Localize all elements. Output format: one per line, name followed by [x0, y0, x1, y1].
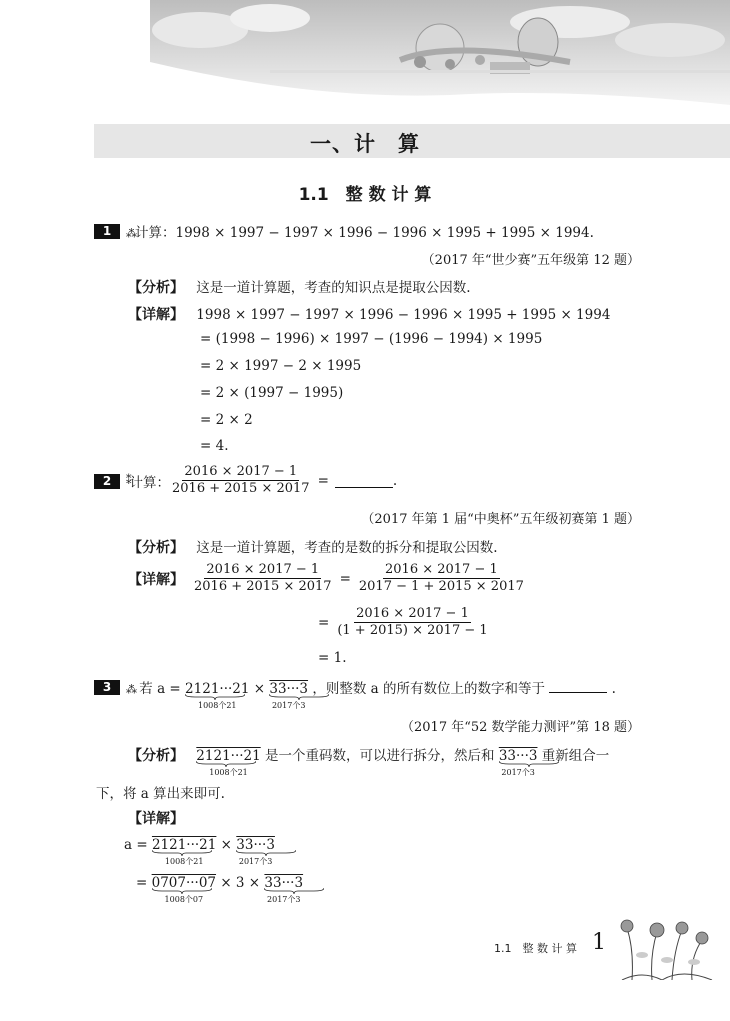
difficulty-stars: ⁑ [126, 474, 130, 487]
repeat-count: 1008个07 [164, 895, 204, 904]
solution-step: = 4. [200, 438, 229, 454]
section-title: 1.1 整 数 计 算 [298, 185, 432, 205]
footer-section-label: 1.1 整 数 计 算 [494, 942, 577, 955]
flower-decoration-icon [612, 910, 722, 980]
answer-blank [335, 473, 393, 488]
fraction-denominator: (1 + 2015) × 2017 − 1 [337, 623, 488, 638]
repeated-number [151, 837, 217, 866]
detail-label: 【详解】 [128, 307, 184, 323]
repeat-count: 1008个21 [197, 701, 237, 710]
detail-label: 【详解】 [128, 811, 184, 827]
analysis-line [128, 744, 610, 777]
repeated-digits: 33···3 [498, 748, 538, 764]
repeated-number [269, 681, 309, 710]
repeated-digits: 33···3 [269, 681, 309, 697]
repeated-number [264, 875, 304, 904]
analysis-label: 【分析】 [128, 540, 184, 556]
repeated-digits: 2121···21 [151, 837, 217, 853]
solution-step: = 2 × 1997 − 2 × 1995 [200, 358, 362, 374]
difficulty-stars: ⁂ [126, 683, 135, 696]
repeated-number [151, 875, 217, 904]
fraction-numerator: 2016 × 2017 − 1 [385, 562, 498, 577]
fraction [170, 464, 312, 497]
detail-line [128, 304, 610, 324]
analysis-text: 重新组合一 [541, 748, 610, 764]
problem-number-badge: 2 [94, 474, 120, 489]
problem-source: （2017 年“世少赛”五年级第 12 题） [421, 253, 640, 268]
repeated-number [498, 748, 538, 777]
problem-statement [126, 677, 616, 710]
chapter-title: 一、计 算 [310, 132, 420, 156]
analysis-text: 下，将 a 算出来即可. [96, 786, 225, 802]
difficulty-stars: ⁂ [126, 227, 135, 240]
times-sign: × 3 × [220, 875, 261, 891]
repeated-digits: 2121···21 [185, 681, 250, 697]
repeat-count: 2017个3 [267, 895, 301, 904]
analysis-label: 【分析】 [128, 748, 184, 764]
repeat-count: 1008个21 [164, 857, 204, 866]
repeated-digits: 2121···21 [196, 748, 261, 764]
fraction [357, 562, 526, 595]
solution-step [124, 837, 275, 866]
problem-number-badge: 3 [94, 680, 120, 695]
equals-sign: = [318, 614, 330, 631]
detail-label: 【详解】 [128, 571, 184, 588]
analysis-text: 是一个重码数，可以进行拆分，然后和 [265, 748, 495, 764]
detail-line [128, 808, 184, 828]
problem-statement [126, 464, 397, 497]
analysis-text: 这是一道计算题，考查的是数的拆分和提取公因数. [196, 540, 498, 556]
analysis-label: 【分析】 [128, 280, 184, 296]
solution-step: = 2 × 2 [200, 412, 253, 428]
solution-step: = (1998 − 1996) × 1997 − (1996 − 1994) × 1995 [200, 331, 543, 347]
repeated-digits: 33···3 [264, 875, 304, 891]
problem-source: （2017 年“52 数学能力测评”第 18 题） [401, 720, 640, 735]
analysis-line [128, 536, 498, 557]
repeat-count: 2017个3 [501, 768, 535, 777]
repeated-digits: 0707···07 [151, 875, 217, 891]
problem-text: 若 a = [139, 681, 181, 697]
equals-sign: = [339, 570, 351, 587]
problem-text: 计算： [129, 474, 170, 491]
repeated-digits: 33···3 [236, 837, 275, 853]
fraction-numerator: 2016 × 2017 − 1 [356, 606, 469, 621]
period: . [392, 472, 398, 489]
problem-statement [126, 221, 594, 241]
repeated-number [236, 837, 275, 866]
solution-step [318, 606, 490, 639]
repeated-number [196, 748, 261, 777]
step-lhs: = [136, 875, 148, 891]
solution-step: = 1. [318, 650, 347, 666]
problem-number-badge: 1 [94, 224, 120, 239]
fraction [335, 606, 489, 639]
equals-sign: = [317, 472, 329, 489]
period: . [611, 681, 616, 697]
repeated-number [185, 681, 250, 710]
fraction-denominator: 2017 − 1 + 2015 × 2017 [358, 579, 524, 594]
analysis-text: 这是一道计算题，考查的知识点是提取公因数. [196, 280, 471, 296]
header-banner-illustration [150, 0, 730, 105]
problem-source: （2017 年第 1 届“中奥杯”五年级初赛第 1 题） [361, 512, 640, 527]
detail-line [128, 562, 526, 595]
fraction [192, 562, 334, 595]
times-sign: × [253, 681, 266, 697]
solution-step: 1998 × 1997 − 1997 × 1996 − 1996 × 1995 + 1995 × 1994 [196, 307, 611, 323]
step-lhs: a = [124, 837, 148, 853]
fraction-denominator: 2016 + 2015 × 2017 [194, 579, 332, 594]
fraction-numerator: 2016 × 2017 − 1 [206, 562, 320, 577]
repeat-count: 1008个21 [209, 768, 248, 777]
problem-text: ，则整数 a 的所有数位上的数字和等于 [312, 681, 545, 697]
solution-step [136, 875, 304, 904]
fraction-numerator: 2016 × 2017 − 1 [184, 464, 298, 479]
solution-step: = 2 × (1997 − 1995) [200, 385, 344, 401]
repeat-count: 2017个3 [271, 701, 306, 710]
page-number: 1 [592, 930, 606, 955]
analysis-line [128, 276, 471, 297]
problem-text: 计算：1998 × 1997 − 1997 × 1996 − 1996 × 1995 + 1995 × 1994. [135, 225, 594, 241]
answer-blank [549, 678, 607, 693]
repeat-count: 2017个3 [238, 857, 273, 866]
fraction-denominator: 2016 + 2015 × 2017 [172, 481, 310, 496]
times-sign: × [220, 837, 232, 853]
